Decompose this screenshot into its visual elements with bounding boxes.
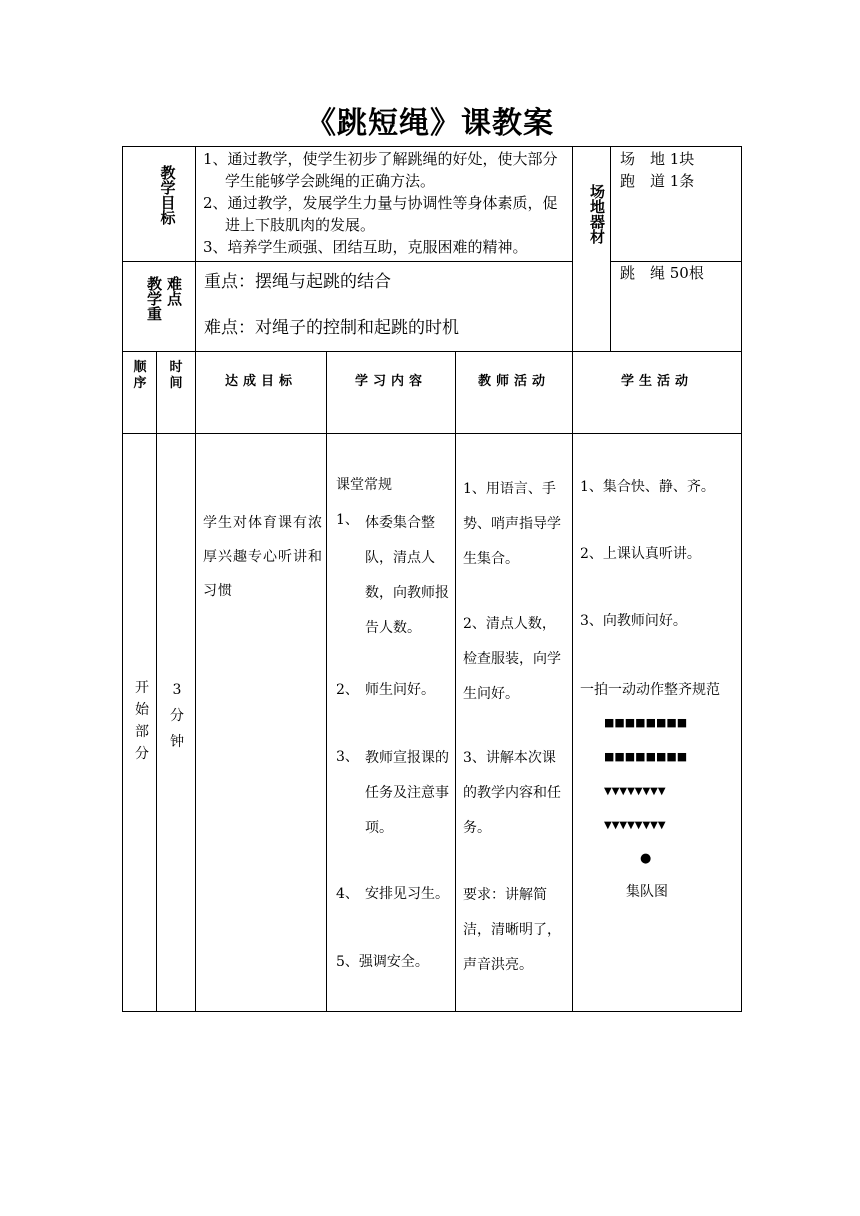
teacher-position-icon: ● [640,851,652,866]
objective-item: 2、通过教学，发展学生力量与协调性等身体素质，促进上下肢肌肉的发展。 [203,194,558,234]
header-time [160,360,192,392]
page-title: 《跳短绳》课教案 [306,106,554,141]
venue-label-text: 场地器材 [588,184,606,244]
section-time [162,677,192,755]
header-order [126,360,154,392]
table-border [455,351,456,1012]
teacher-activity-1: 1、用语言、手势、哨声指导学生集合。 [463,481,561,567]
content-item-3: 教师宣报课的任务及注意事项。 [365,750,449,836]
key-points-label-a: 难点 [165,276,183,306]
content-item-5: 5、强调安全。 [336,954,429,970]
table-border [610,146,611,352]
table-border [195,351,196,1012]
header-order-text: 顺序 [133,360,147,391]
header-content: 学习内容 [354,374,427,389]
section-time-text: 3分钟 [170,682,184,750]
venue-site-1: 场 地 1块 [620,150,695,168]
objectives-label [150,165,184,230]
header-student: 学生活动 [620,374,693,389]
student-activity-2: 2、上课认真听讲。 [580,546,701,562]
content-item-1: 体委集合整队，清点人数，向教师报告人数。 [365,515,449,636]
content-item-4: 安排见习生。 [365,886,449,902]
difficult-point: 难点：对绳子的控制和起跳的时机 [204,318,459,338]
formation-row: ▼▼▼▼▼▼▼▼ [604,820,666,831]
table-border [122,1011,742,1012]
table-border [122,146,123,1012]
student-activity-4: 一拍一动动作整齐规范 [580,682,720,698]
formation-caption: 集队图 [626,884,668,900]
content-item-1-num: 1、 [336,512,359,528]
formation-row: ▼▼▼▼▼▼▼▼ [604,786,666,797]
teacher-activity-2: 2、清点人数，检查服装，向学生问好。 [463,616,561,702]
formation-row: ■■■■■■■■ [604,716,688,729]
table-border [156,351,157,1012]
table-border [326,351,327,1012]
table-border [122,433,742,434]
table-border [741,146,742,1012]
venue-label [583,184,606,253]
table-border [122,146,742,147]
table-border [195,146,196,352]
content-item-3-num: 3、 [336,749,359,765]
key-point: 重点：摆绳与起跳的结合 [204,272,391,292]
header-time-text: 时间 [169,360,183,391]
header-teacher: 教师活动 [477,374,550,389]
venue-site [620,148,738,192]
content-item-2: 师生问好。 [365,682,435,698]
table-border [572,146,573,1012]
teacher-activity-3: 3、讲解本次课的教学内容和任务。 [463,750,561,836]
objectives-list [203,148,565,258]
table-border [122,261,572,262]
section-name-text: 开始部分 [135,680,149,762]
formation-row: ■■■■■■■■ [604,750,688,763]
key-points-label [140,276,192,336]
content-title: 课堂常规 [336,477,392,493]
section-name [130,677,154,765]
venue-equipment: 跳 绳 50根 [620,264,704,282]
venue-site-2: 跑 道 1条 [620,172,695,190]
content-item-4-num: 4、 [336,886,359,902]
teacher-requirement: 要求：讲解简洁，清晰明了，声音洪亮。 [463,887,561,973]
content-item-2-num: 2、 [336,682,359,698]
objective-item: 3、培养学生顽强、团结互助，克服困难的精神。 [203,238,528,256]
objectives-label-text: 教学目标 [158,165,177,225]
key-points-label-b: 教学重 [145,276,163,321]
section-goal: 学生对体育课有浓厚兴趣专心听讲和习惯 [203,515,323,599]
table-border [122,351,742,352]
student-activity-1: 1、集合快、静、齐。 [580,479,715,495]
student-activity-3: 3、向教师问好。 [580,613,687,629]
objective-item: 1、通过教学，使学生初步了解跳绳的好处，使大部分学生能够学会跳绳的正确方法。 [203,150,558,190]
header-goal: 达成目标 [224,374,297,389]
